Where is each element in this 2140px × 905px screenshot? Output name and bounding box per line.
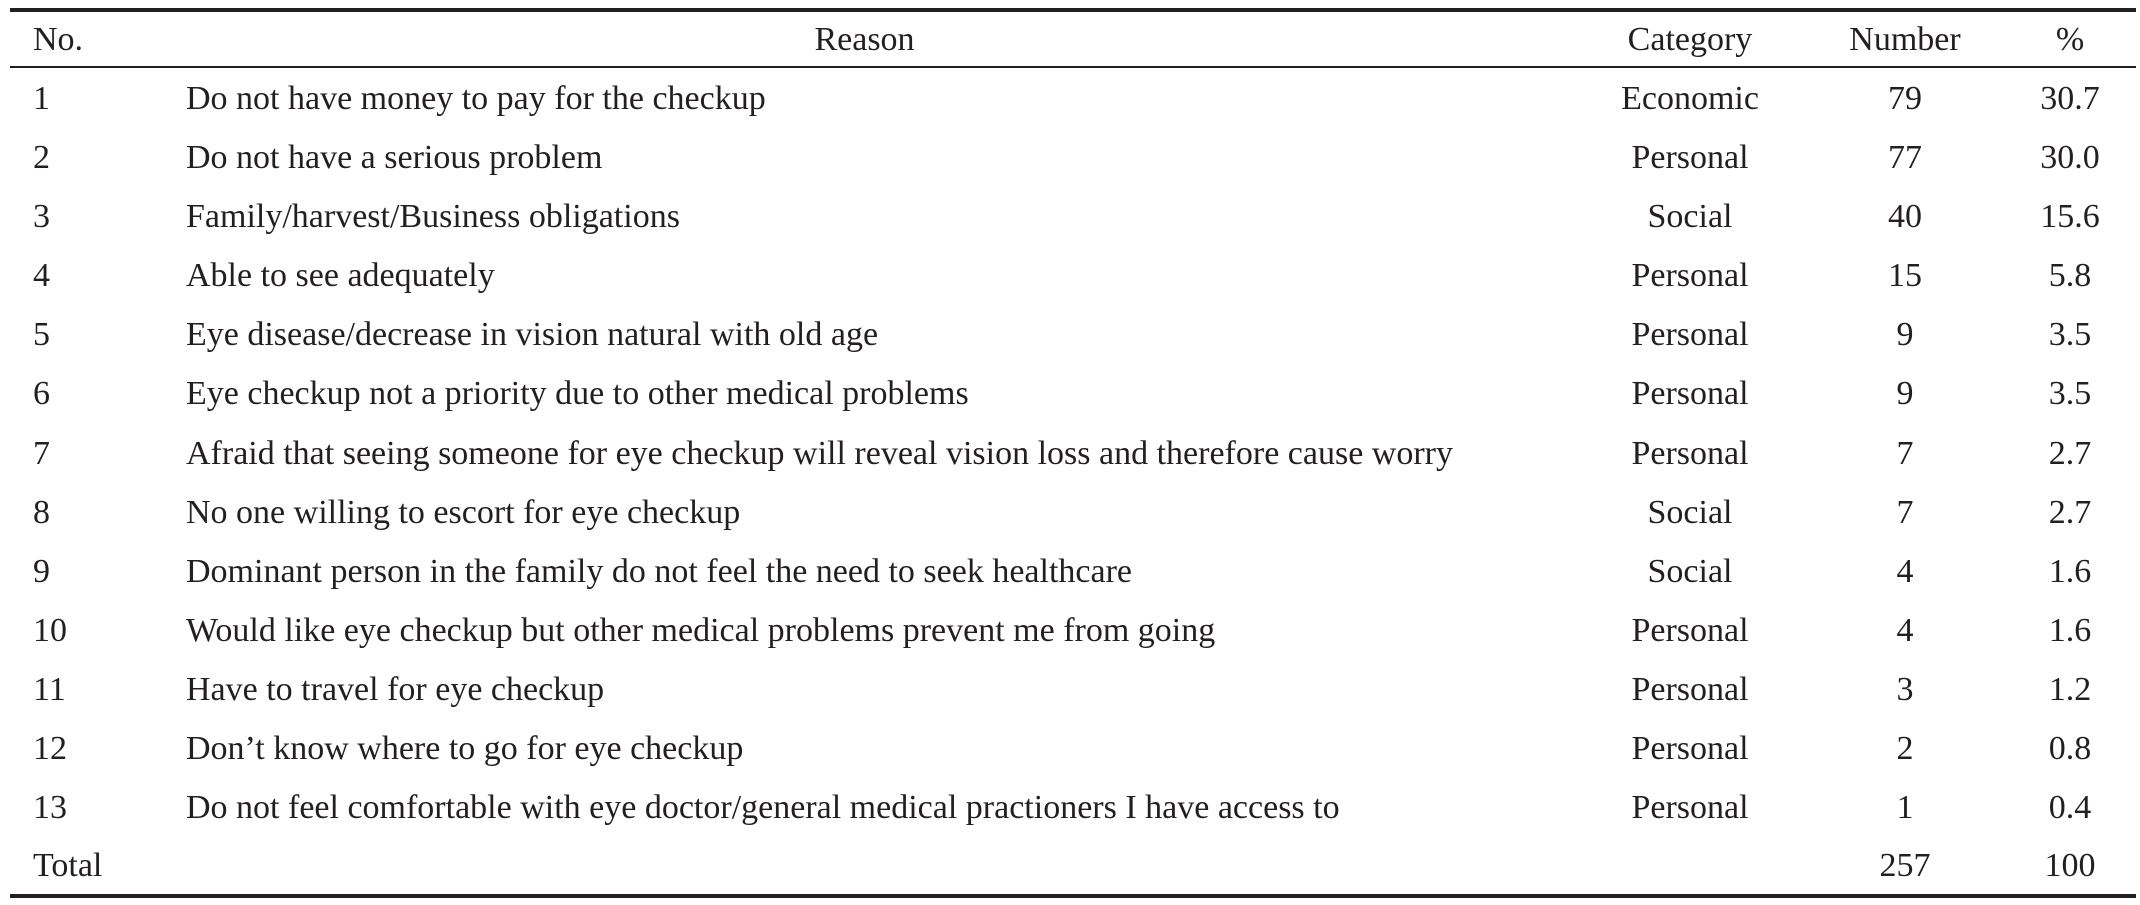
row-reason: Do not have a serious problem [186, 139, 603, 176]
row-number: 3 [1896, 671, 1914, 708]
row-number: 2 [1896, 730, 1914, 767]
row-reason: Do not feel comfortable with eye doctor/general medical practioners I have access to [186, 789, 1340, 826]
row-category: Social [1647, 198, 1733, 235]
row-percent: 30.7 [2040, 80, 2100, 117]
row-no: 10 [33, 612, 67, 649]
row-number: 9 [1896, 375, 1914, 412]
row-number: 79 [1888, 80, 1922, 117]
row-category: Personal [1631, 375, 1749, 412]
table-row [10, 187, 2136, 246]
table-row [10, 601, 2136, 660]
total-label: Total [33, 847, 103, 884]
table-bottom-rule [10, 894, 2136, 898]
row-percent: 2.7 [2048, 435, 2092, 472]
table-row [10, 69, 2136, 128]
row-no: 1 [33, 80, 50, 117]
row-no: 13 [33, 789, 67, 826]
row-no: 8 [33, 494, 50, 531]
row-no: 6 [33, 375, 50, 412]
row-number: 15 [1888, 257, 1922, 294]
table-row [10, 305, 2136, 364]
row-reason: Family/harvest/Business obligations [186, 198, 680, 235]
row-reason: Don’t know where to go for eye checkup [186, 730, 744, 767]
row-number: 4 [1896, 612, 1914, 649]
row-no: 11 [33, 671, 66, 708]
header-number: Number [1849, 21, 1961, 58]
table-row [10, 660, 2136, 719]
row-reason: Would like eye checkup but other medical problems prevent me from going [186, 612, 1216, 649]
table-row [10, 778, 2136, 837]
row-percent: 1.2 [2048, 671, 2092, 708]
row-percent: 15.6 [2040, 198, 2100, 235]
row-reason: Do not have money to pay for the checkup [186, 80, 766, 117]
total-percent: 100 [2044, 847, 2096, 884]
table-row [10, 483, 2136, 542]
row-no: 5 [33, 316, 50, 353]
row-category: Personal [1631, 316, 1749, 353]
row-percent: 1.6 [2048, 553, 2092, 590]
row-category: Personal [1631, 257, 1749, 294]
row-number: 7 [1896, 435, 1914, 472]
row-reason: Able to see adequately [186, 257, 495, 294]
table-row [10, 424, 2136, 483]
row-category: Personal [1631, 671, 1749, 708]
table-row [10, 542, 2136, 601]
row-percent: 30.0 [2040, 139, 2100, 176]
row-reason: Afraid that seeing someone for eye checkup will reveal vision loss and therefore cause worry [186, 435, 1453, 472]
row-no: 2 [33, 139, 50, 176]
row-category: Personal [1631, 730, 1749, 767]
row-category: Economic [1621, 80, 1759, 117]
row-percent: 3.5 [2048, 375, 2092, 412]
table-header-row [10, 10, 2136, 69]
table-header-rule [10, 66, 2136, 68]
row-no: 3 [33, 198, 50, 235]
row-number: 77 [1888, 139, 1922, 176]
table-total-row [10, 836, 2136, 895]
table-row [10, 246, 2136, 305]
table-row [10, 128, 2136, 187]
header-percent: % [2055, 21, 2085, 58]
row-number: 40 [1888, 198, 1922, 235]
row-reason: Dominant person in the family do not feel the need to seek healthcare [186, 553, 1133, 590]
row-category: Personal [1631, 435, 1749, 472]
row-category: Personal [1631, 612, 1749, 649]
row-reason: Eye checkup not a priority due to other medical problems [186, 375, 969, 412]
row-reason: Eye disease/decrease in vision natural with old age [186, 316, 879, 353]
row-no: 4 [33, 257, 50, 294]
row-percent: 3.5 [2048, 316, 2092, 353]
row-percent: 0.8 [2048, 730, 2092, 767]
row-category: Personal [1631, 139, 1749, 176]
row-percent: 0.4 [2048, 789, 2092, 826]
header-no: No. [33, 21, 84, 58]
row-category: Personal [1631, 789, 1749, 826]
row-percent: 1.6 [2048, 612, 2092, 649]
table-row [10, 719, 2136, 778]
row-number: 4 [1896, 553, 1914, 590]
row-reason: Have to travel for eye checkup [186, 671, 605, 708]
row-no: 9 [33, 553, 50, 590]
row-no: 12 [33, 730, 67, 767]
row-no: 7 [33, 435, 50, 472]
row-number: 7 [1896, 494, 1914, 531]
row-number: 9 [1896, 316, 1914, 353]
row-category: Social [1647, 494, 1733, 531]
row-percent: 5.8 [2048, 257, 2092, 294]
header-reason: Reason [814, 21, 915, 58]
row-percent: 2.7 [2048, 494, 2092, 531]
row-reason: No one willing to escort for eye checkup [186, 494, 741, 531]
header-category: Category [1627, 21, 1753, 58]
total-number: 257 [1879, 847, 1931, 884]
table-row [10, 364, 2136, 423]
row-number: 1 [1896, 789, 1914, 826]
row-category: Social [1647, 553, 1733, 590]
